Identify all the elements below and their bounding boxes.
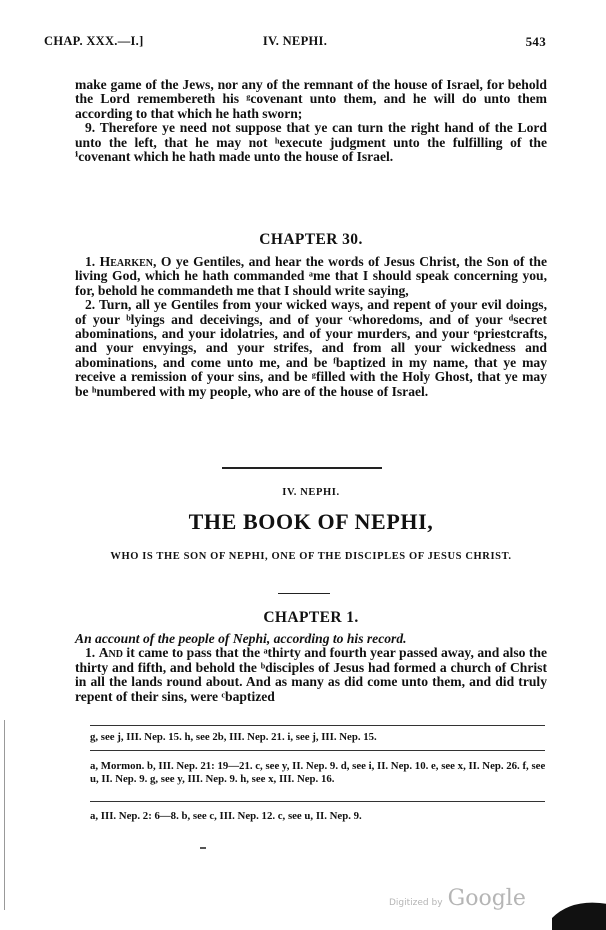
- previous-chapter-end: [75, 78, 547, 164]
- chapter-summary: An account of the people of Nephi, according to his record.: [75, 631, 407, 646]
- verse-1-text: it came to pass that the ᵃthirty and fourth year passed away, and also the thirty and fifth, and behold the ᵇdisciples of Jesus had formed a church of Christ in all the lands round about. And as many as did come unto them, and did truly repent of their sins, were ᶜbaptized: [75, 645, 547, 704]
- title-divider: [278, 593, 330, 594]
- footnote-rule: [90, 750, 545, 751]
- footnote-rule: [90, 725, 545, 726]
- verse-1: [75, 255, 547, 298]
- watermark-prefix: Digitized by: [389, 898, 443, 908]
- header-book-name: IV. NEPHI.: [262, 34, 328, 48]
- footnotes-group-3: a, III. Nep. 2: 6—8. b, see c, III. Nep. 12. c, see u, II. Nep. 9.: [90, 810, 362, 822]
- footnotes-group-2: a, Mormon. b, III. Nep. 21: 19—21. c, see y, II. Nep. 9. d, see i, II. Nep. 10. e, see x, II. Nep. 26. f, see u, II. Nep. 9. g, see y, III. Nep. 9. h, see x, III. Nep. 16.: [90, 760, 546, 785]
- running-header: [44, 34, 546, 50]
- header-chapter-ref: CHAP. XXX.—I.]: [44, 34, 144, 48]
- verse-2: 2. Turn, all ye Gentiles from your wicked ways, and repent of your evil doings, of your ᵇlyings and deceivings, and of your ᶜwhoredoms, and of your ᵈsecret abominations, and your idolatries, and of your murders, and your ᵉpriestcrafts, and your envyings, and your strifes, and from all your wickedness and abominations, and come unto me, and be ᶠbaptized in my name, that ye may receive a remission of your sins, and be ᵍfilled with the Holy Ghost, that ye may be ʰnumbered with my people, who are of the house of Israel.: [75, 297, 547, 399]
- book-subtitle: WHO IS THE SON OF NEPHI, ONE OF THE DISCIPLES OF JESUS CHRIST.: [110, 551, 512, 562]
- google-logo: Google: [447, 886, 526, 911]
- footnote-rule: [90, 801, 545, 802]
- verse-9: 9. Therefore ye need not suppose that ye can turn the right hand of the Lord unto the left, that he may not ʰexecute judgment unto the fulfilling of the ⁱcovenant which he hath made unto the house of Israel.: [75, 120, 547, 165]
- chapter-1-heading: CHAPTER 1.: [263, 609, 359, 626]
- verse-1-lead-word: And: [98, 645, 123, 661]
- page-number: 543: [525, 34, 546, 49]
- digitized-by-watermark: [389, 886, 526, 911]
- verse-1-text: , O ye Gentiles, and hear the words of Jesus Christ, the Son of the living God, which he hath commanded ᵃme that I should speak concerning you, for, behold he commandeth me that I should write saying,: [75, 254, 547, 298]
- verse-1-lead-word: Hearken: [99, 254, 154, 269]
- scan-corner-shadow: [552, 898, 606, 930]
- chapter-1-text: [75, 632, 547, 704]
- verse-continuation: make game of the Jews, nor any of the remnant of the house of Israel, for behold the Lord remembereth his ᵍcovenant unto them, and he will do unto them according to that which he hath sworn;: [75, 77, 547, 121]
- footnotes-group-1: g, see j, III. Nep. 15. h, see 2b, III. Nep. 21. i, see j, III. Nep. 15.: [90, 731, 377, 743]
- chapter-30-text: [75, 255, 547, 399]
- chapter-30-heading: CHAPTER 30.: [259, 231, 363, 248]
- book-small-title: IV. NEPHI.: [282, 487, 340, 498]
- stray-mark: [200, 847, 206, 849]
- verse-1-number: 1.: [85, 254, 96, 269]
- book-title: THE BOOK OF NEPHI,: [188, 509, 434, 534]
- verse-1: [75, 646, 547, 704]
- section-divider: [222, 467, 382, 469]
- scan-edge-line: [4, 720, 5, 910]
- verse-1-number: 1.: [85, 645, 96, 661]
